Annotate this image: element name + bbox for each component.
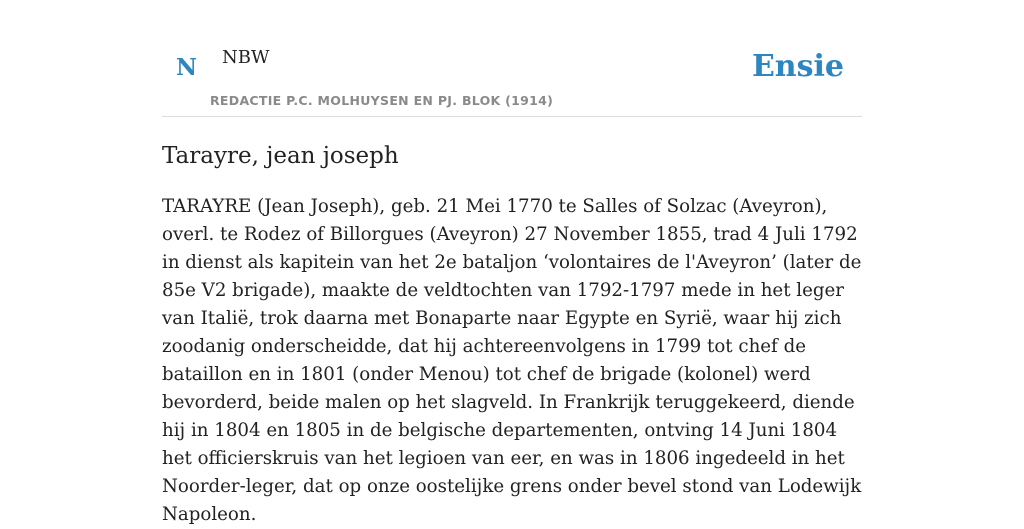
article-body: TARAYRE (Jean Joseph), geb. 21 Mei 1770 te Salles of Solzac (Aveyron), overl. te Rodez of Billorgues (Aveyron) 27 November 1855, trad 4 Juli 1792 in dienst als kapitein van het 2e bataljon ‘volontaires de l'Aveyron’ (later de 85e V2 brigade), maakte de veldtochten van 1792-1797 mede in het leger van Italië, trok daarna met Bonaparte naar Egypte en Syrië, waar hij zich zoodanig onderscheidde, dat hij achtereenvolgens in 1799 tot chef de bataillon en in 1801 (onder Menou) tot chef de brigade (kolonel) werd bevorderd, beide malen op het slagveld. In Frankrijk teruggekeerd, diende hij in 1804 en 1805 in de belgische departementen, ontving 14 Juni 1804 het officierskruis van het legioen van eer, en was in 1806 ingedeeld in het Noorder-leger, dat op onze oostelijke grens onder bevel stond van Lodewijk Napoleon. — [162, 195, 862, 525]
source-editors: REDACTIE P.C. MOLHUYSEN EN PJ. BLOK (1914) — [210, 93, 554, 108]
source-name[interactable]: NBW — [222, 47, 270, 68]
source-header — [162, 0, 862, 117]
brand-logo[interactable]: Ensie — [751, 49, 844, 84]
source-logo-icon: N — [176, 54, 198, 81]
article-title: Tarayre, jean joseph — [162, 143, 399, 169]
page-container — [162, 0, 862, 529]
